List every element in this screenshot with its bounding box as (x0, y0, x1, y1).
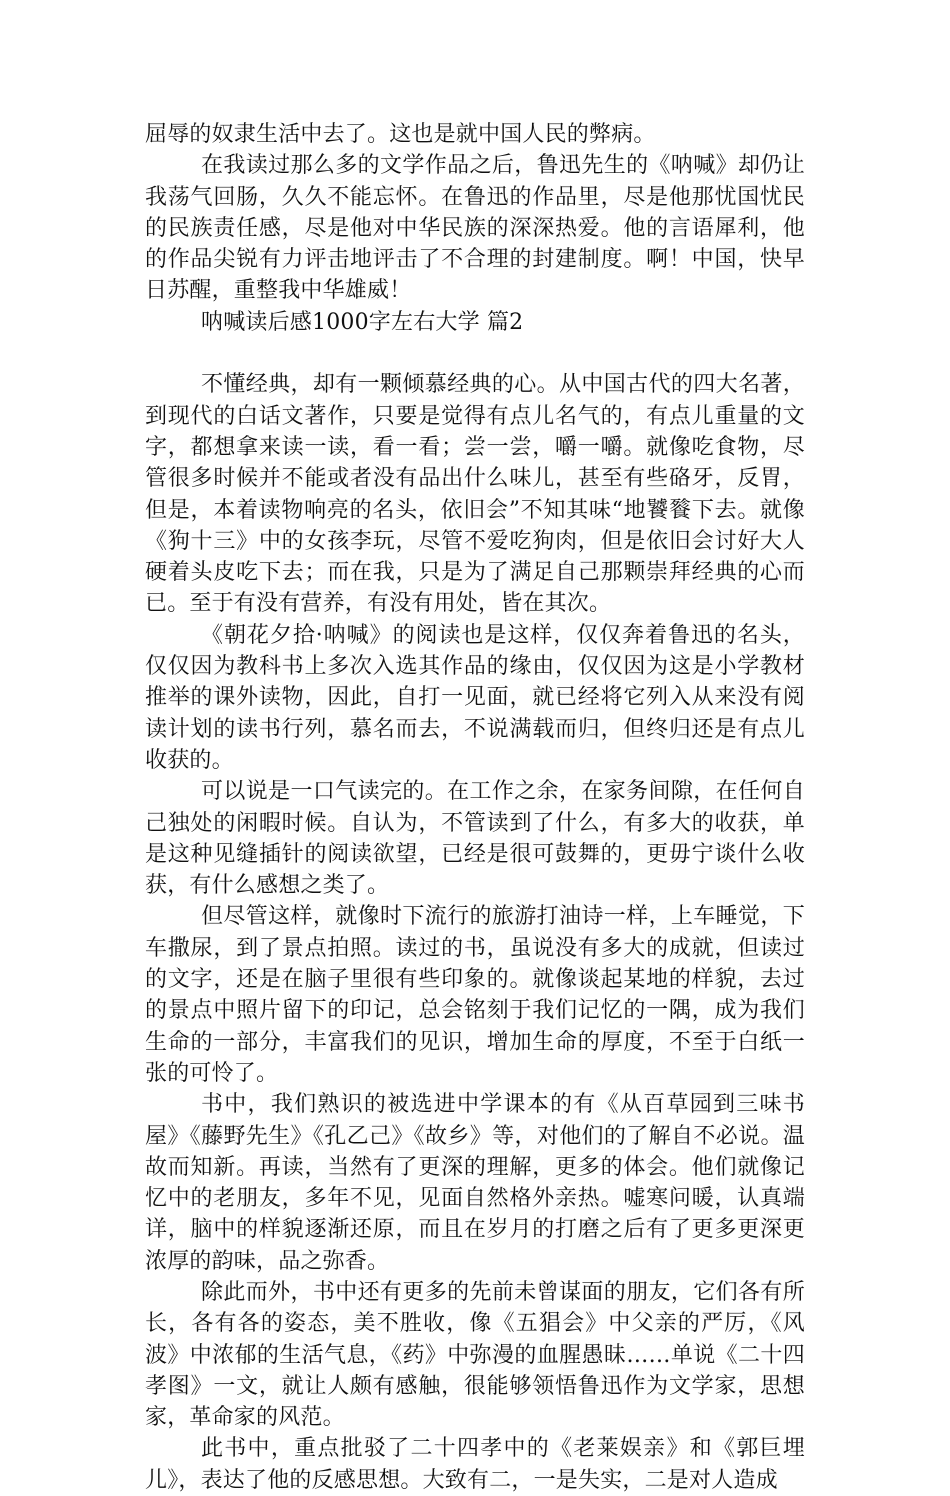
paragraph: 书中，我们熟识的被选进中学课本的有《从百草园到三味书屋》《藤野先生》《孔乙己》《故乡》等，对他们的了解自不必说。温故而知新。再读，当然有了更深的理解，更多的体会。他们就像记忆中的老朋友，多年不见，见面自然格外亲热。嘘寒问暖，认真端详，脑中的样貌逐渐还原，而且在岁月的打磨之后有了更多更深更浓厚的韵味，品之弥香。 (145, 1092, 805, 1274)
paragraph: 可以说是一口气读完的。在工作之余，在家务间隙，在任何自己独处的闲暇时候。自认为，不管读到了什么，有多大的收获，单是这种见缝插针的阅读欲望，已经是很可鼓舞的，更毋宁谈什么收获，有什么感想之类了。 (145, 779, 805, 899)
paragraph-continuation: 屈辱的奴隶生活中去了。这也是就中国人民的弊病。 (145, 122, 656, 147)
paragraph: 除此而外，书中还有更多的先前未曾谋面的朋友，它们各有所长，各有各的姿态，美不胜收，像《五猖会》中父亲的严厉，《风波》中浓郁的生活气息，《药》中弥漫的血腥愚昧……单说《二十四孝图》一文，就让人颇有感触，很能够领悟鲁迅作为文学家，思想家，革命家的风范。 (145, 1279, 805, 1431)
paragraph: 此书中，重点批驳了二十四孝中的《老莱娱亲》和《郭巨埋儿》，表达了他的反感思想。大致有二，一是失实，二是对人造成 (145, 1436, 805, 1493)
blank-line (145, 338, 805, 369)
paragraph: 《朝花夕拾·呐喊》的阅读也是这样，仅仅奔着鲁迅的名头，仅仅因为教科书上多次入选其作品的缘由，仅仅因为这是小学教材推举的课外读物，因此，自打一见面，就已经将它列入从来没有阅读计划的读书行列，慕名而去，不说满载而归，但终归还是有点儿收获的。 (145, 622, 805, 773)
paragraph: 但尽管这样，就像时下流行的旅游打油诗一样，上车睡觉，下车撒尿，到了景点拍照。读过的书，虽说没有多大的成就，但读过的文字，还是在脑子里很有些印象的。就像谈起某地的样貌，去过的景点中照片留下的印记，总会铭刻于我们记忆的一隅，成为我们生命的一部分，丰富我们的见识，增加生命的厚度，不至于白纸一张的可怜了。 (145, 904, 805, 1086)
paragraph: 在我读过那么多的文学作品之后，鲁迅先生的《呐喊》却仍让我荡气回肠，久久不能忘怀。在鲁迅的作品里，尽是他那忧国忧民的民族责任感，尽是他对中华民族的深深热爱。他的言语犀利，他的作品尖锐有力评击地评击了不合理的封建制度。啊！中国，快早日苏醒，重整我中华雄威！ (145, 153, 805, 304)
document-body (145, 119, 805, 1496)
section-heading: 呐喊读后感1000字左右大学 篇2 (201, 309, 524, 335)
paragraph: 不懂经典，却有一颗倾慕经典的心。从中国古代的四大名著，到现代的白话文著作，只要是觉得有点儿名气的，有点儿重量的文字，都想拿来读一读，看一看；尝一尝，嚼一嚼。就像吃食物，尽管很多时候并不能或者没有品出什么味儿，甚至有些硌牙，反胃，但是，本着读物响亮的名头，依旧会”不知其味“地饕餮下去。就像《狗十三》中的女孩李玩，尽管不爱吃狗肉，但是依旧会讨好大人硬着头皮吃下去；而在我，只是为了满足自己那颗崇拜经典的心而已。至于有没有营养，有没有用处，皆在其次。 (145, 372, 805, 617)
